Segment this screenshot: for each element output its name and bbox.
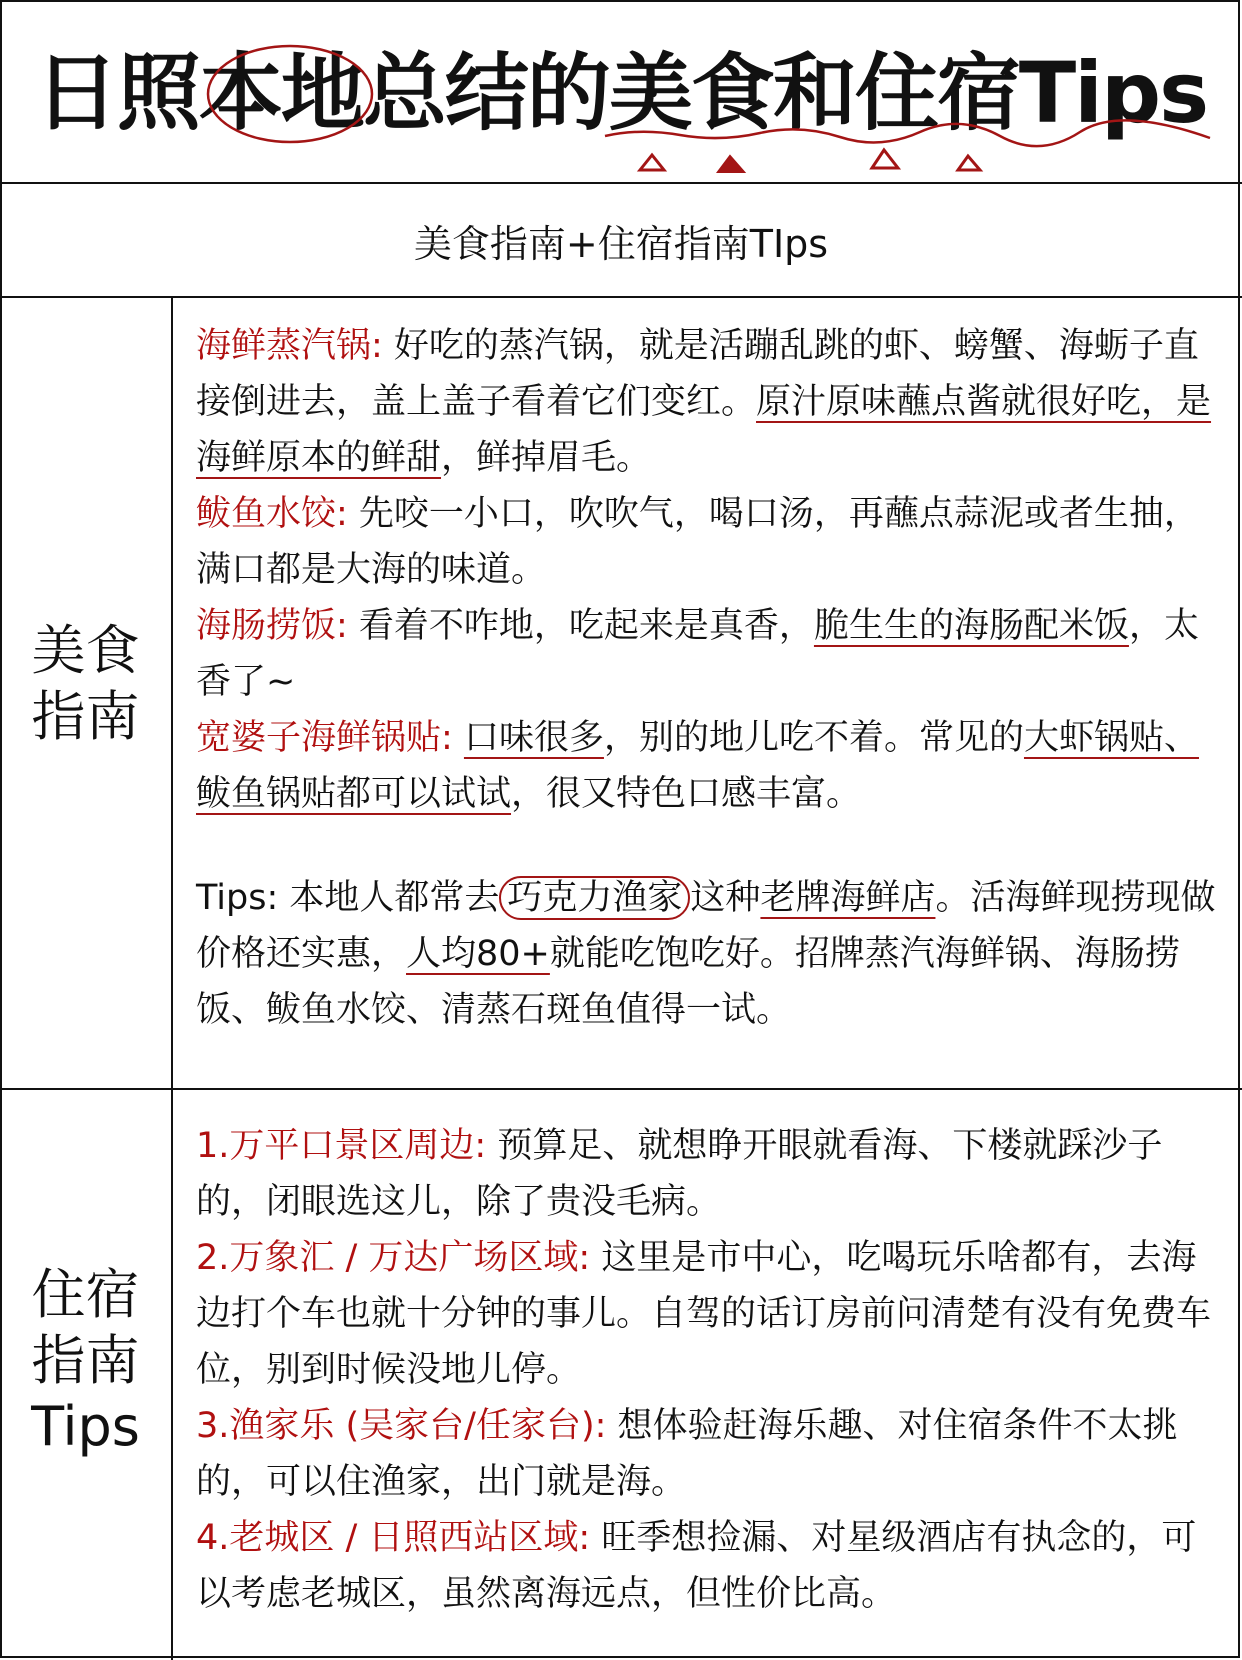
food-label-line1: 美食 [31, 619, 140, 682]
emphasis-drop-mark [640, 155, 664, 170]
food-item-text: 看着不咋地，吃起来是真香， [347, 606, 814, 646]
tips-text: 就能吃饱吃好。招牌蒸汽海鲜锅、海肠捞饭、鲅鱼水饺、清蒸石斑鱼值得一试。 [196, 934, 1180, 1030]
food-item [196, 598, 1216, 710]
stay-content [196, 1118, 1216, 1622]
tips-highlight: 人均80+ [406, 934, 550, 974]
subtitle: 美食指南+住宿指南TIps [413, 221, 829, 266]
food-item-name: 鲅鱼水饺: [196, 494, 348, 534]
food-item [196, 710, 1216, 822]
stay-item [196, 1510, 1216, 1622]
stay-section-label [0, 1262, 171, 1460]
stay-item-name: 3.渔家乐 (吴家台/任家台): [196, 1406, 607, 1446]
emphasis-drop-mark [958, 156, 980, 170]
food-item-highlight: 大虾锅贴、鲅鱼锅贴都可以试试 [196, 718, 1199, 814]
emphasis-drop-mark [872, 150, 898, 168]
tips-highlight: 老牌海鲜店 [760, 878, 936, 918]
divider [0, 1088, 1242, 1090]
stay-item [196, 1230, 1216, 1398]
divider [0, 296, 1242, 298]
tips-circled-shop: 巧克力渔家 [499, 876, 690, 920]
spacer [196, 822, 1216, 870]
food-item-text: 好吃的蒸汽锅，就是活蹦乱跳的虾、螃蟹、海蛎子直接倒进去，盖上盖子看着它们变红。 [196, 326, 1199, 422]
food-item-highlight: 原汁原味蘸点酱就很好吃，是海鲜原本的鲜甜 [196, 382, 1212, 478]
food-item-text: ，太香了~ [196, 606, 1199, 702]
food-section-label [0, 618, 171, 750]
title-annotation-marks [0, 0, 1242, 190]
stay-item [196, 1118, 1216, 1230]
stay-item-text: 这里是市中心，吃喝玩乐啥都有，去海边打个车也就十分钟的事儿。自驾的话订房前问清楚有没有免费车位，别到时候没地儿停。 [196, 1238, 1212, 1390]
page-title: 日照本地总结的美食和住宿Tips [34, 44, 1208, 142]
title-circle-mark [208, 46, 372, 142]
food-item-name: 海肠捞饭: [196, 606, 348, 646]
food-item [196, 318, 1216, 486]
food-item-text: ，很又特色口感丰富。 [511, 774, 862, 814]
tips-text: 。活海鲜现捞现做价格还实惠， [196, 878, 1216, 974]
food-item-name: 宽婆子海鲜锅贴: [196, 718, 453, 758]
food-item-highlight: 脆生生的海肠配米饭 [813, 606, 1129, 646]
food-label-line2: 指南 [31, 685, 140, 748]
title-wavy-underline [605, 120, 1210, 146]
food-item-text: 先咬一小口，吹吹气，喝口汤，再蘸点蒜泥或者生抽，满口都是大海的味道。 [196, 494, 1199, 590]
food-item-name: 海鲜蒸汽锅: [196, 326, 383, 366]
stay-item-text: 预算足、就想睁开眼就看海、下楼就踩沙子的，闭眼选这儿，除了贵没毛病。 [196, 1126, 1163, 1222]
stay-label-line1: 住宿 [31, 1263, 140, 1326]
stay-item-name: 1.万平口景区周边: [196, 1126, 487, 1166]
food-item-text: ，鲜掉眉毛。 [441, 438, 652, 478]
emphasis-drop-mark [718, 156, 744, 172]
food-item-highlight: 口味很多 [463, 718, 604, 758]
tips-text: 这种 [690, 878, 761, 918]
stay-item-text: 想体验赶海乐趣、对住宿条件不太挑的，可以住渔家，出门就是海。 [196, 1406, 1178, 1502]
food-tips [196, 870, 1216, 1038]
stay-item-name: 2.万象汇 / 万达广场区域: [196, 1238, 591, 1278]
tips-prefix: Tips: 本地人都常去 [196, 878, 500, 918]
stay-label-line2: 指南 [31, 1329, 140, 1392]
stay-label-line3: Tips [31, 1395, 140, 1458]
food-item [196, 486, 1216, 598]
stay-item-text: 旺季想捡漏、对星级酒店有执念的，可以考虑老城区，虽然离海远点，但性价比高。 [196, 1518, 1197, 1614]
food-item-text: ，别的地儿吃不着。常见的 [603, 718, 1024, 758]
stay-item [196, 1398, 1216, 1510]
food-item-text [453, 718, 464, 758]
food-content [196, 318, 1216, 1038]
stay-item-name: 4.老城区 / 日照西站区域: [196, 1518, 591, 1558]
column-divider [171, 296, 173, 1660]
